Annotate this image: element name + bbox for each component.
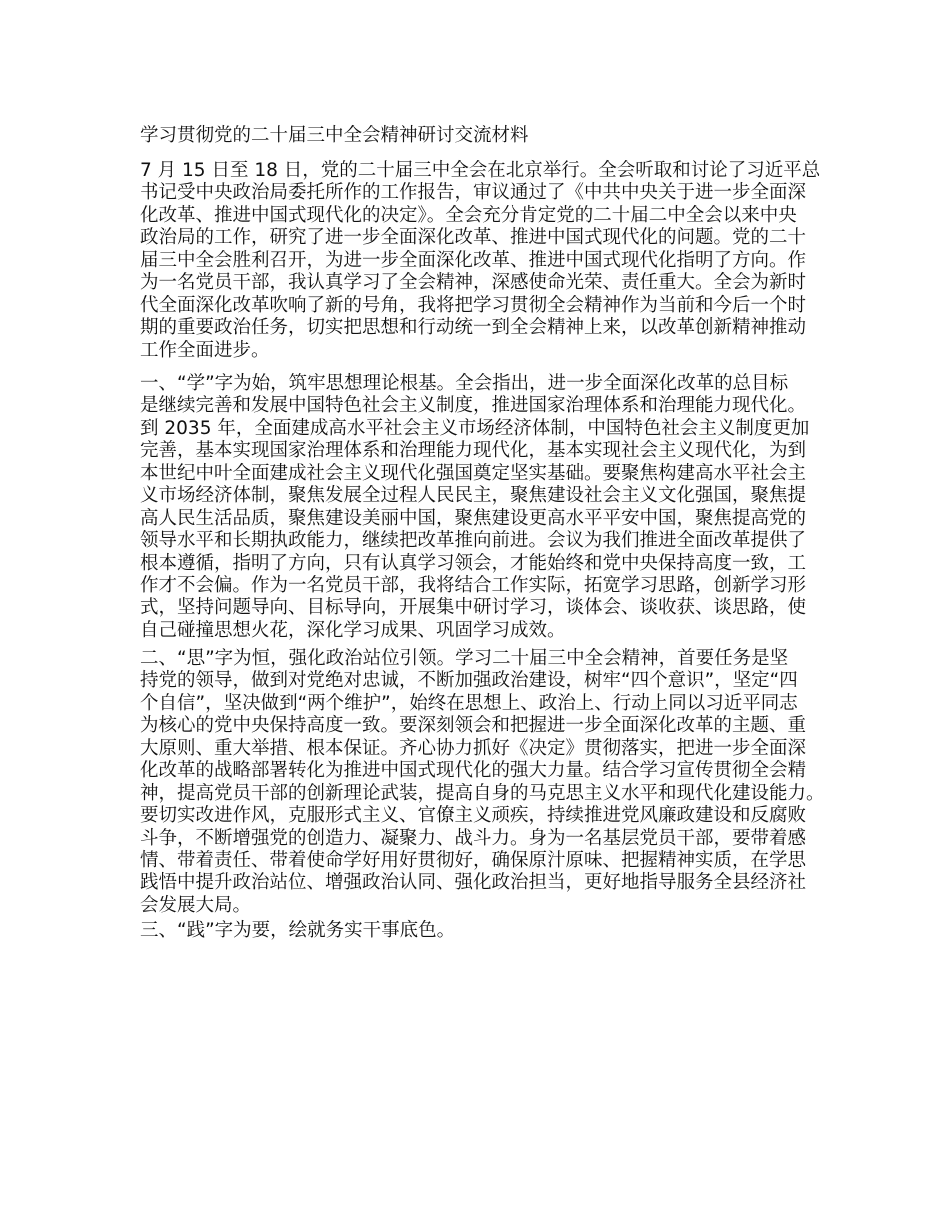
paragraph-intro [140, 160, 820, 362]
text-line: 神，提高党员干部的创新理论武装，提高自身的马克思主义水平和现代化建设能力。 [140, 782, 825, 804]
text-line: 到 2035 年，全面建成高水平社会主义市场经济体制，中国特色社会主义制度更加 [140, 417, 810, 439]
text-line: 届三中全会胜利召开，为进一步全面深化改革、推进中国式现代化指明了方向。作 [140, 249, 807, 271]
text-line: 三、“践”字为要，绘就务实干事底色。 [140, 920, 456, 941]
text-line: 本世纪中叶全面建成社会主义现代化强国奠定坚实基础。要聚焦构建高水平社会主 [140, 462, 807, 484]
text-line: 化改革、推进中国式现代化的决定》。全会充分肯定党的二十届二中全会以来中央 [140, 204, 797, 226]
text-line: 领导水平和长期执政能力，继续把改革推向前进。会议为我们推进全面改革提供了 [140, 530, 807, 552]
text-line: 持党的领导，做到对党绝对忠诚，不断加强政治建设，树牢“四个意识”，坚定“四 [140, 670, 798, 692]
text-line: 根本遵循，指明了方向，只有认真学习领会，才能始终和党中央保持高度一致，工 [140, 552, 807, 574]
text-line: 书记受中央政治局委托所作的工作报告，审议通过了《中共中央关于进一步全面深 [140, 182, 807, 204]
text-line: 期的重要政治任务，切实把思想和行动统一到全会精神上来，以改革创新精神推动 [140, 317, 807, 339]
text-line: 二、“思”字为恒，强化政治站位引领。学习二十届三中全会精神，首要任务是坚 [140, 648, 789, 669]
paragraph-section-2-think [140, 648, 825, 917]
text-line: 义市场经济体制，聚焦发展全过程人民民主，聚焦建设社会主义文化强国，聚焦提 [140, 485, 807, 507]
text-line: 为核心的党中央保持高度一致。要深刻领会和把握进一步全面深化改革的主题、重 [140, 715, 807, 737]
text-line: 个自信”，坚决做到“两个维护”，始终在思想上、政治上、行动上同以习近平同志 [140, 692, 798, 714]
document-title: 学习贯彻党的二十届三中全会精神研讨交流材料 [140, 125, 529, 146]
text-line: 代全面深化改革吹响了新的号角，我将把学习贯彻全会精神作为当前和今后一个时 [140, 294, 807, 316]
text-line: 斗争，不断增强党的创造力、凝聚力、战斗力。身为一名基层党员干部，要带着感 [140, 827, 807, 849]
text-line: 完善，基本实现国家治理体系和治理能力现代化，基本实现社会主义现代化，为到 [140, 440, 807, 462]
text-line: 作才不会偏。作为一名党员干部，我将结合工作实际，拓宽学习思路，创新学习形 [140, 574, 807, 596]
text-line: 大原则、重大举措、根本保证。齐心协力抓好《决定》贯彻落实，把进一步全面深 [140, 737, 807, 759]
text-line: 化改革的战略部署转化为推进中国式现代化的强大力量。结合学习宣传贯彻全会精 [140, 760, 807, 782]
paragraph-section-1-study [140, 373, 820, 642]
text-line: 为一名党员干部，我认真学习了全会精神，深感使命光荣、责任重大。全会为新时 [140, 272, 807, 294]
text-line: 自己碰撞思想火花，深化学习成果、巩固学习成效。 [140, 619, 566, 641]
text-line: 式，坚持问题导向、目标导向，开展集中研讨学习，谈体会、谈收获、谈思路，使 [140, 597, 807, 619]
text-line: 工作全面进步。 [140, 339, 270, 361]
text-line: 政治局的工作，研究了进一步全面深化改革、推进中国式现代化的问题。党的二十 [140, 227, 807, 249]
text-line: 7 月 15 日至 18 日，党的二十届三中全会在北京举行。全会听取和讨论了习近平总 [140, 160, 821, 181]
text-line: 践悟中提升政治站位、增强政治认同、强化政治担当，更好地指导服务全县经济社 [140, 872, 807, 894]
text-line: 会发展大局。 [140, 894, 252, 916]
paragraph-section-3-practice [140, 920, 820, 942]
text-line: 一、“学”字为始，筑牢思想理论根基。全会指出，进一步全面深化改革的总目标 [140, 373, 789, 394]
text-line: 是继续完善和发展中国特色社会主义制度，推进国家治理体系和治理能力现代化。 [140, 395, 807, 417]
text-line: 情、带着责任、带着使命学好用好贯彻好，确保原汁原味、把握精神实质，在学思 [140, 849, 807, 871]
text-line: 要切实改进作风，克服形式主义、官僚主义顽疾，持续推进党风廉政建设和反腐败 [140, 805, 807, 827]
text-line: 高人民生活品质，聚焦建设美丽中国，聚焦建设更高水平平安中国，聚焦提高党的 [140, 507, 807, 529]
